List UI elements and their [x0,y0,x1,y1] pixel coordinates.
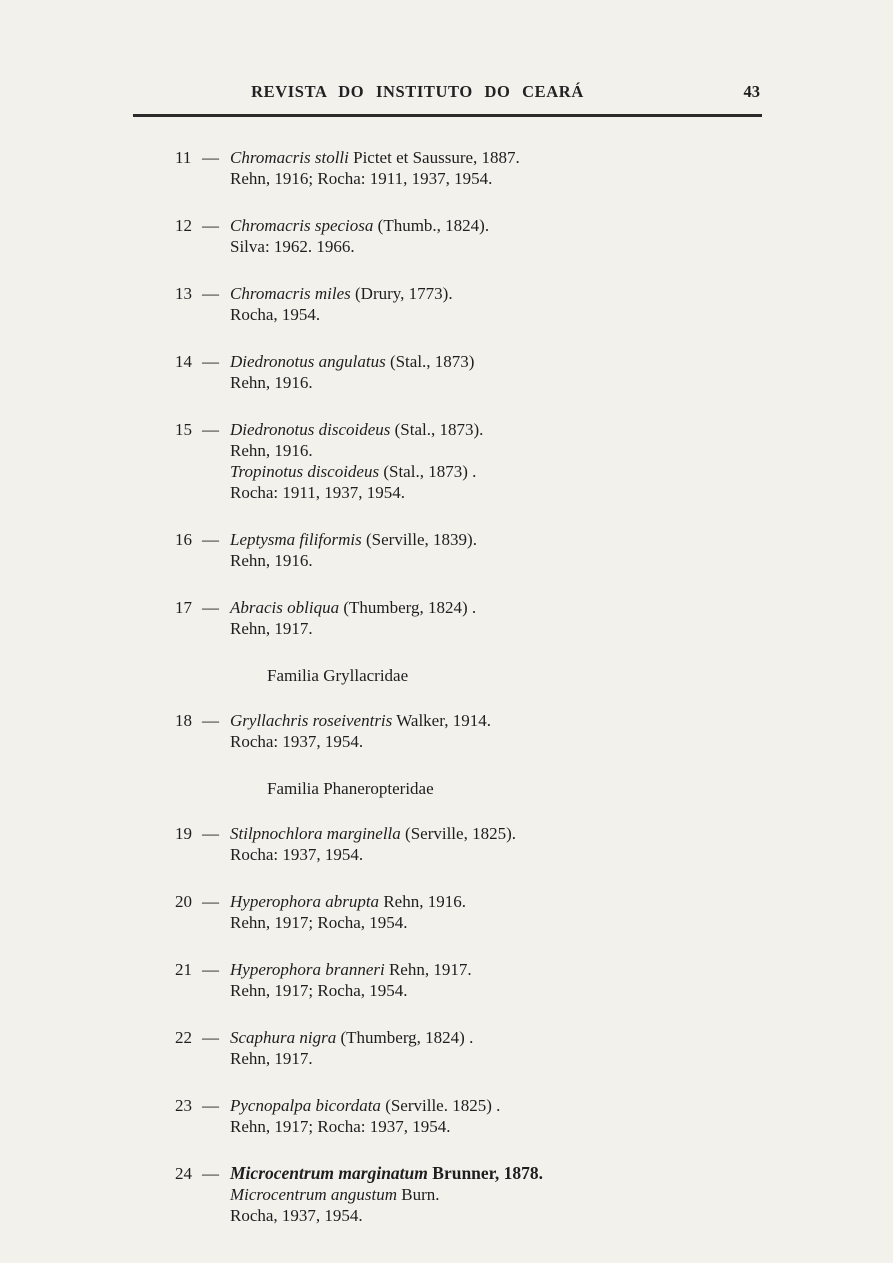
entry-number: 22 [175,1028,192,1047]
entry-line [230,1048,773,1069]
entry-dash: — [202,216,219,235]
citation-text: Rocha: 1911, 1937, 1954. [230,483,406,502]
citation-text: Rehn, 1917. [384,960,472,979]
citation-text: Burn. [397,1185,440,1204]
entry-line [230,1027,773,1048]
entry-dash: — [202,148,219,167]
taxon-entry [175,959,773,1001]
entry-lines [230,1095,773,1137]
citation-text: Rehn, 1917; Rocha: 1937, 1954. [230,1117,451,1136]
citation-text: Rehn, 1917. [230,619,313,638]
entry-dash: — [202,530,219,549]
citation-text: Brunner, 1878. [427,1163,543,1183]
entry-line [230,529,773,550]
entry-lines [230,283,773,325]
page-number: 43 [743,82,760,101]
entry-line [230,461,773,482]
entries [0,117,893,1226]
entry-line [230,912,773,933]
entry-number: 20 [175,892,192,911]
citation-text: Rocha: 1937, 1954. [230,845,364,864]
taxon-entry [175,1027,773,1069]
citation-text: Silva: 1962. 1966. [230,237,355,256]
entry-number: 19 [175,824,192,843]
entry-line [230,891,773,912]
taxon-entry [175,823,773,865]
entry-lines [230,351,773,393]
species-name: Diedronotus discoideus [230,420,391,439]
entry-line [230,959,773,980]
entry-lines [230,1027,773,1069]
entry-dash: — [202,824,219,843]
citation-text: (Serville, 1825). [400,824,516,843]
entry-line [230,710,773,731]
header-rule [133,114,762,117]
entry-line [230,618,773,639]
taxon-entry [175,1095,773,1137]
entry-number: 24 [175,1164,192,1183]
page-header [133,0,762,117]
entry-line [230,980,773,1001]
entry-dash: — [202,598,219,617]
entry-line [230,1205,773,1226]
entry-line [230,372,773,393]
entry-line [230,1163,773,1184]
entry-number: 23 [175,1096,192,1115]
citation-text: Rehn, 1916. [379,892,466,911]
citation-text: Rehn, 1917; Rocha, 1954. [230,981,408,1000]
taxon-entry [175,419,773,503]
entry-lines [230,891,773,933]
citation-text: Walker, 1914. [392,711,491,730]
species-name: Microcentrum angustum [230,1185,397,1204]
entry-line [230,731,773,752]
species-name: Abracis obliqua [230,598,340,617]
header-row [133,82,762,104]
citation-text: Rocha, 1937, 1954. [230,1206,363,1225]
entry-number: 11 [175,148,192,167]
entry-line [230,823,773,844]
entry-dash: — [202,352,219,371]
citation-text: Rehn, 1916. [230,441,313,460]
journal-title: REVISTA DO INSTITUTO DO CEARÁ [251,82,584,101]
entry-line [230,1184,773,1205]
entry-number: 14 [175,352,192,371]
entry-line [230,550,773,571]
citation-text: (Thumberg, 1824) . [339,598,477,617]
entry-line [230,351,773,372]
species-name: Chromacris speciosa [230,216,374,235]
species-name: Microcentrum marginatum [230,1163,428,1183]
species-name: Gryllachris roseiventris [230,711,393,730]
citation-text: (Stal., 1873). [390,420,484,439]
entry-lines [230,710,773,752]
entry-lines [230,1163,773,1226]
entry-dash: — [202,1028,219,1047]
citation-text: Rehn, 1917. [230,1049,313,1068]
entry-line [230,215,773,236]
entry-dash: — [202,284,219,303]
entry-line [230,1116,773,1137]
entry-line [230,236,773,257]
entry-lines [230,529,773,571]
species-name: Chromacris stolli [230,148,349,167]
entry-line [230,844,773,865]
entry-lines [230,597,773,639]
entry-number: 18 [175,711,192,730]
citation-text: Pictet et Saussure, 1887. [348,148,520,167]
citation-text: Rocha: 1937, 1954. [230,732,364,751]
entry-number: 13 [175,284,192,303]
entry-dash: — [202,1096,219,1115]
species-name: Chromacris miles [230,284,351,303]
entry-number: 12 [175,216,192,235]
taxon-entry [175,147,773,189]
entry-lines [230,147,773,189]
taxon-entry [175,283,773,325]
entry-line [230,1095,773,1116]
taxon-entry [175,597,773,639]
entry-dash: — [202,892,219,911]
species-name: Hyperophora branneri [230,960,385,979]
entry-lines [230,215,773,257]
citation-text: (Stal., 1873) . [379,462,477,481]
citation-text: (Thumberg, 1824) . [336,1028,474,1047]
family-heading: Familia Phaneropteridae [267,779,434,798]
taxon-entry [175,529,773,571]
entry-dash: — [202,420,219,439]
entry-dash: — [202,711,219,730]
citation-text: (Serville, 1839). [361,530,477,549]
taxon-entry [175,1163,773,1226]
entry-line [230,419,773,440]
entry-line [230,440,773,461]
citation-text: (Drury, 1773). [350,284,453,303]
entry-line [230,597,773,618]
taxon-entry [175,351,773,393]
citation-text: Rehn, 1917; Rocha, 1954. [230,913,408,932]
species-name: Tropinotus discoideus [230,462,380,481]
taxon-entry [175,215,773,257]
species-name: Leptysma filiformis [230,530,362,549]
entry-line [230,168,773,189]
entry-dash: — [202,1164,219,1183]
entry-dash: — [202,960,219,979]
entry-number: 16 [175,530,192,549]
entry-lines [230,959,773,1001]
entry-line [230,304,773,325]
species-name: Scaphura nigra [230,1028,337,1047]
citation-text: (Stal., 1873) [385,352,475,371]
entry-number: 15 [175,420,192,439]
species-name: Stilpnochlora marginella [230,824,401,843]
citation-text: Rehn, 1916. [230,373,313,392]
taxon-entry [175,891,773,933]
family-heading: Familia Gryllacridae [267,666,409,685]
entry-line [230,283,773,304]
citation-text: Rehn, 1916; Rocha: 1911, 1937, 1954. [230,169,493,188]
citation-text: (Serville. 1825) . [380,1096,501,1115]
entry-number: 17 [175,598,192,617]
citation-text: (Thumb., 1824). [373,216,490,235]
species-name: Hyperophora abrupta [230,892,380,911]
species-name: Pycnopalpa bicordata [230,1096,381,1115]
citation-text: Rocha, 1954. [230,305,321,324]
entry-line [230,147,773,168]
taxon-entry [175,710,773,752]
entry-line [230,482,773,503]
citation-text: Rehn, 1916. [230,551,313,570]
entry-lines [230,419,773,503]
species-name: Diedronotus angulatus [230,352,386,371]
entry-lines [230,823,773,865]
entry-number: 21 [175,960,192,979]
